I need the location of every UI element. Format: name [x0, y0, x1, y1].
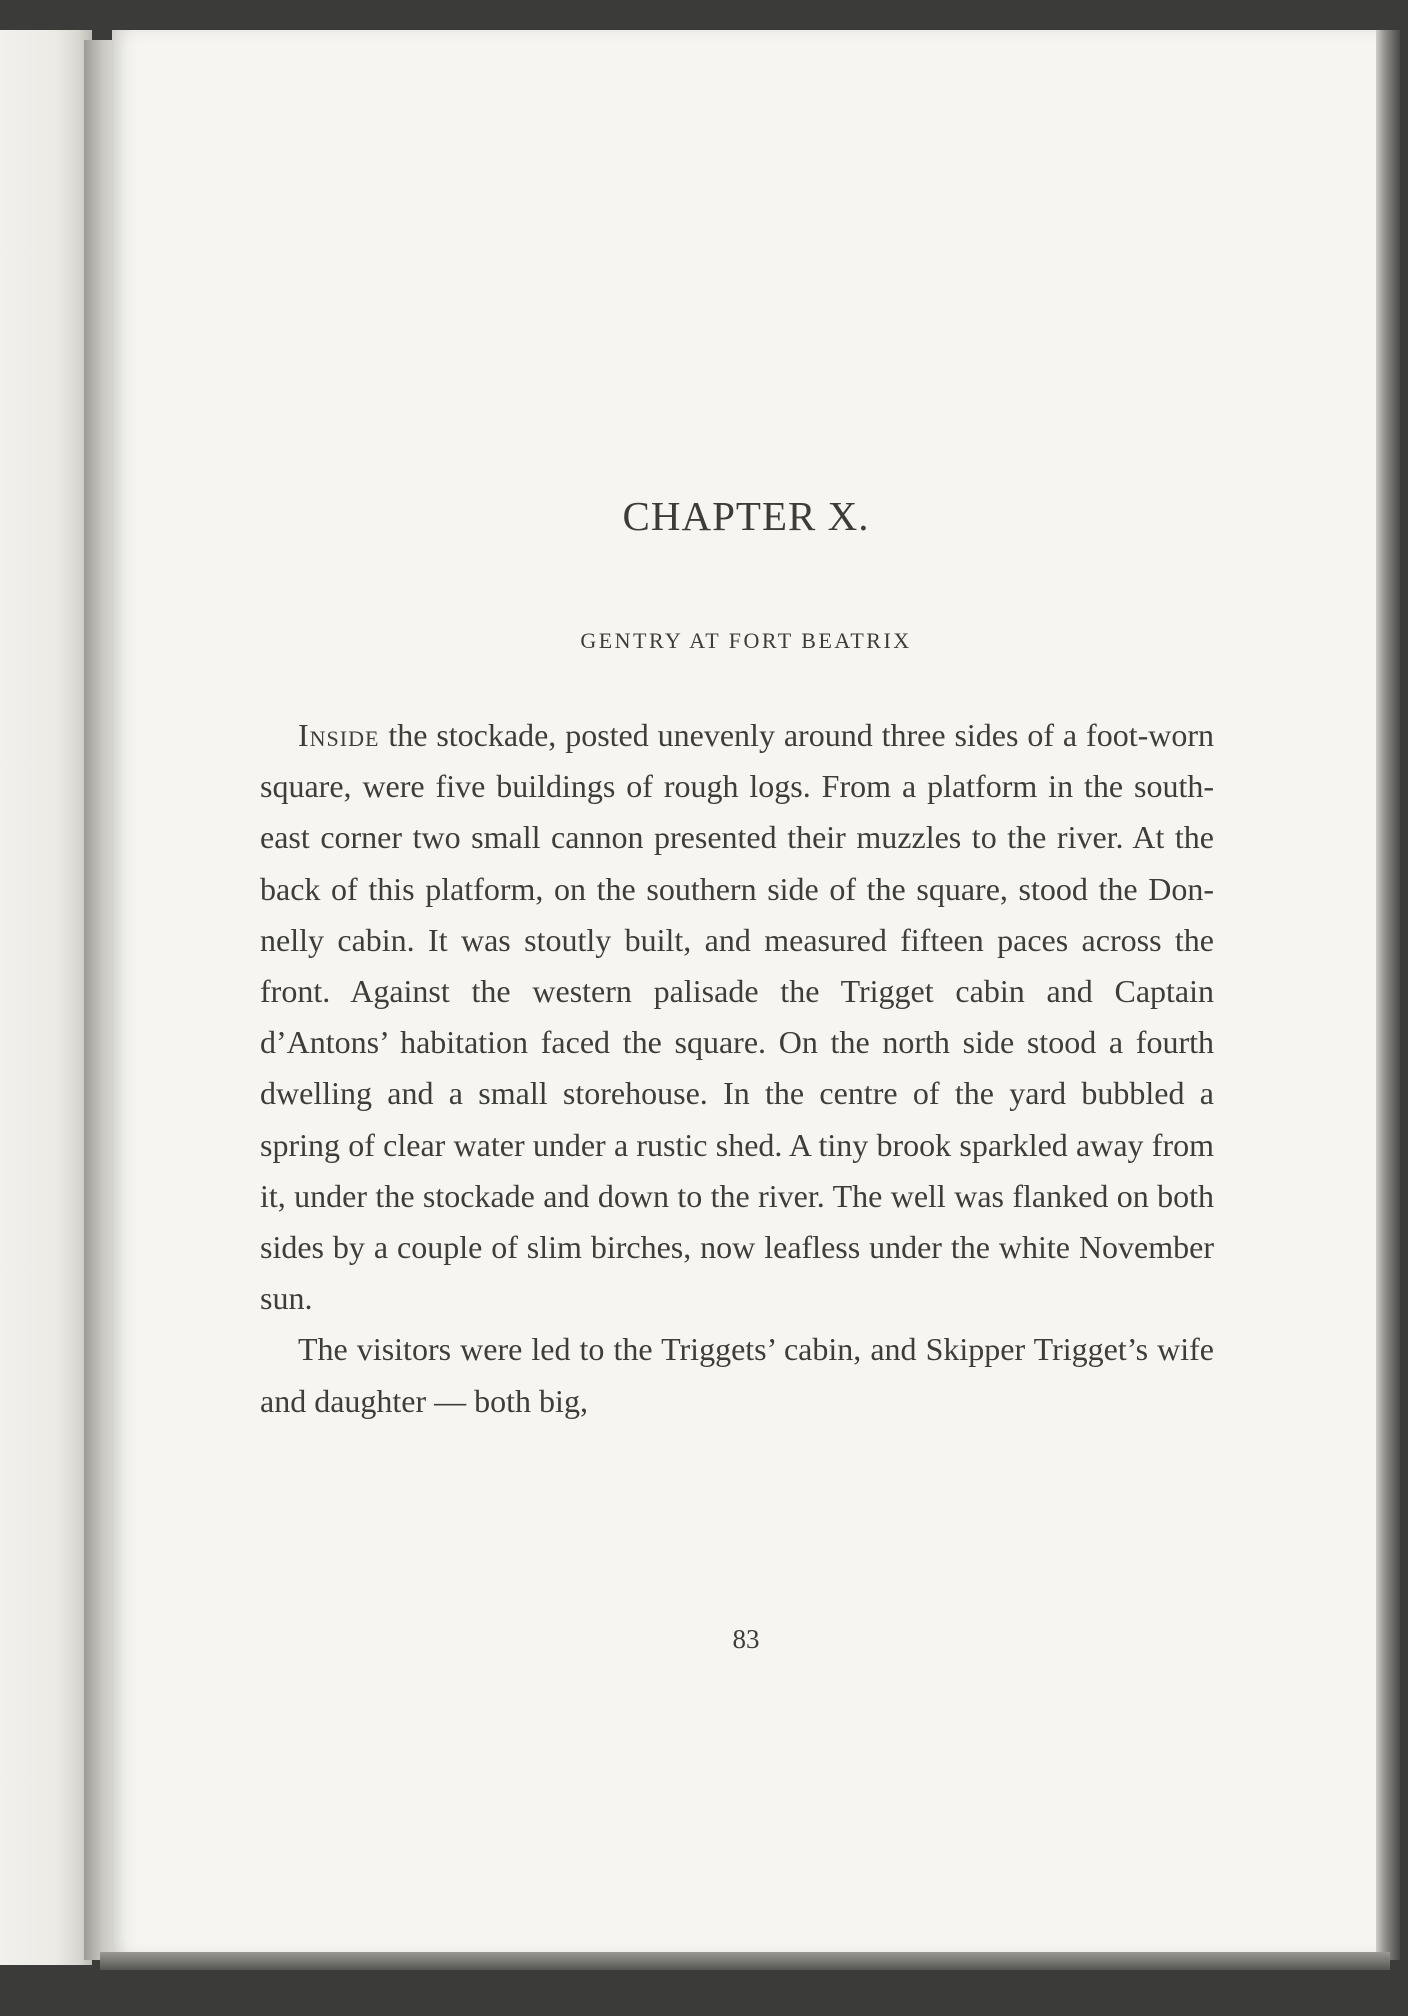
facing-page-edge: [0, 30, 92, 1965]
chapter-title: CHAPTER X.: [622, 493, 870, 539]
paragraph-2: [260, 1324, 1214, 1426]
page-number: 83: [732, 1624, 760, 1654]
book-page: [112, 30, 1380, 1955]
page-stack-edge: [1376, 30, 1400, 1960]
body-text: [260, 710, 1214, 1427]
paragraph-1: [260, 710, 1214, 1324]
paragraph-text: The visitors were led to the Triggets’ cabin, and Skipper Trigget’s wife and daughter — both big,: [260, 1331, 1214, 1419]
paragraph-text: the stockade, posted unevenly around three sides of a foot-worn square, were five buildings of rough logs. From a platform in the southeast corner two small cannon presented their muzzles to the river. At the back of this platform, on the southern side of the square, stood the Donnelly cabin. It was stoutly built, and measured fifteen paces across the front. Against the western palisade the Trigget cabin and Captain d’Antons’ habitation faced the square. On the north side stood a fourth dwelling and a small storehouse. In the centre of the yard bubbled a spring of clear water under a rustic shed. A tiny brook sparkled away from it, under the stockade and down to the river. The well was flanked on both sides by a couple of slim birches, now leafless under the white November sun.: [260, 717, 1214, 1317]
book-bottom-edge: [100, 1952, 1390, 1970]
chapter-subtitle: GENTRY AT FORT BEATRIX: [580, 628, 912, 653]
paragraph-lead-word: Inside: [298, 717, 380, 753]
